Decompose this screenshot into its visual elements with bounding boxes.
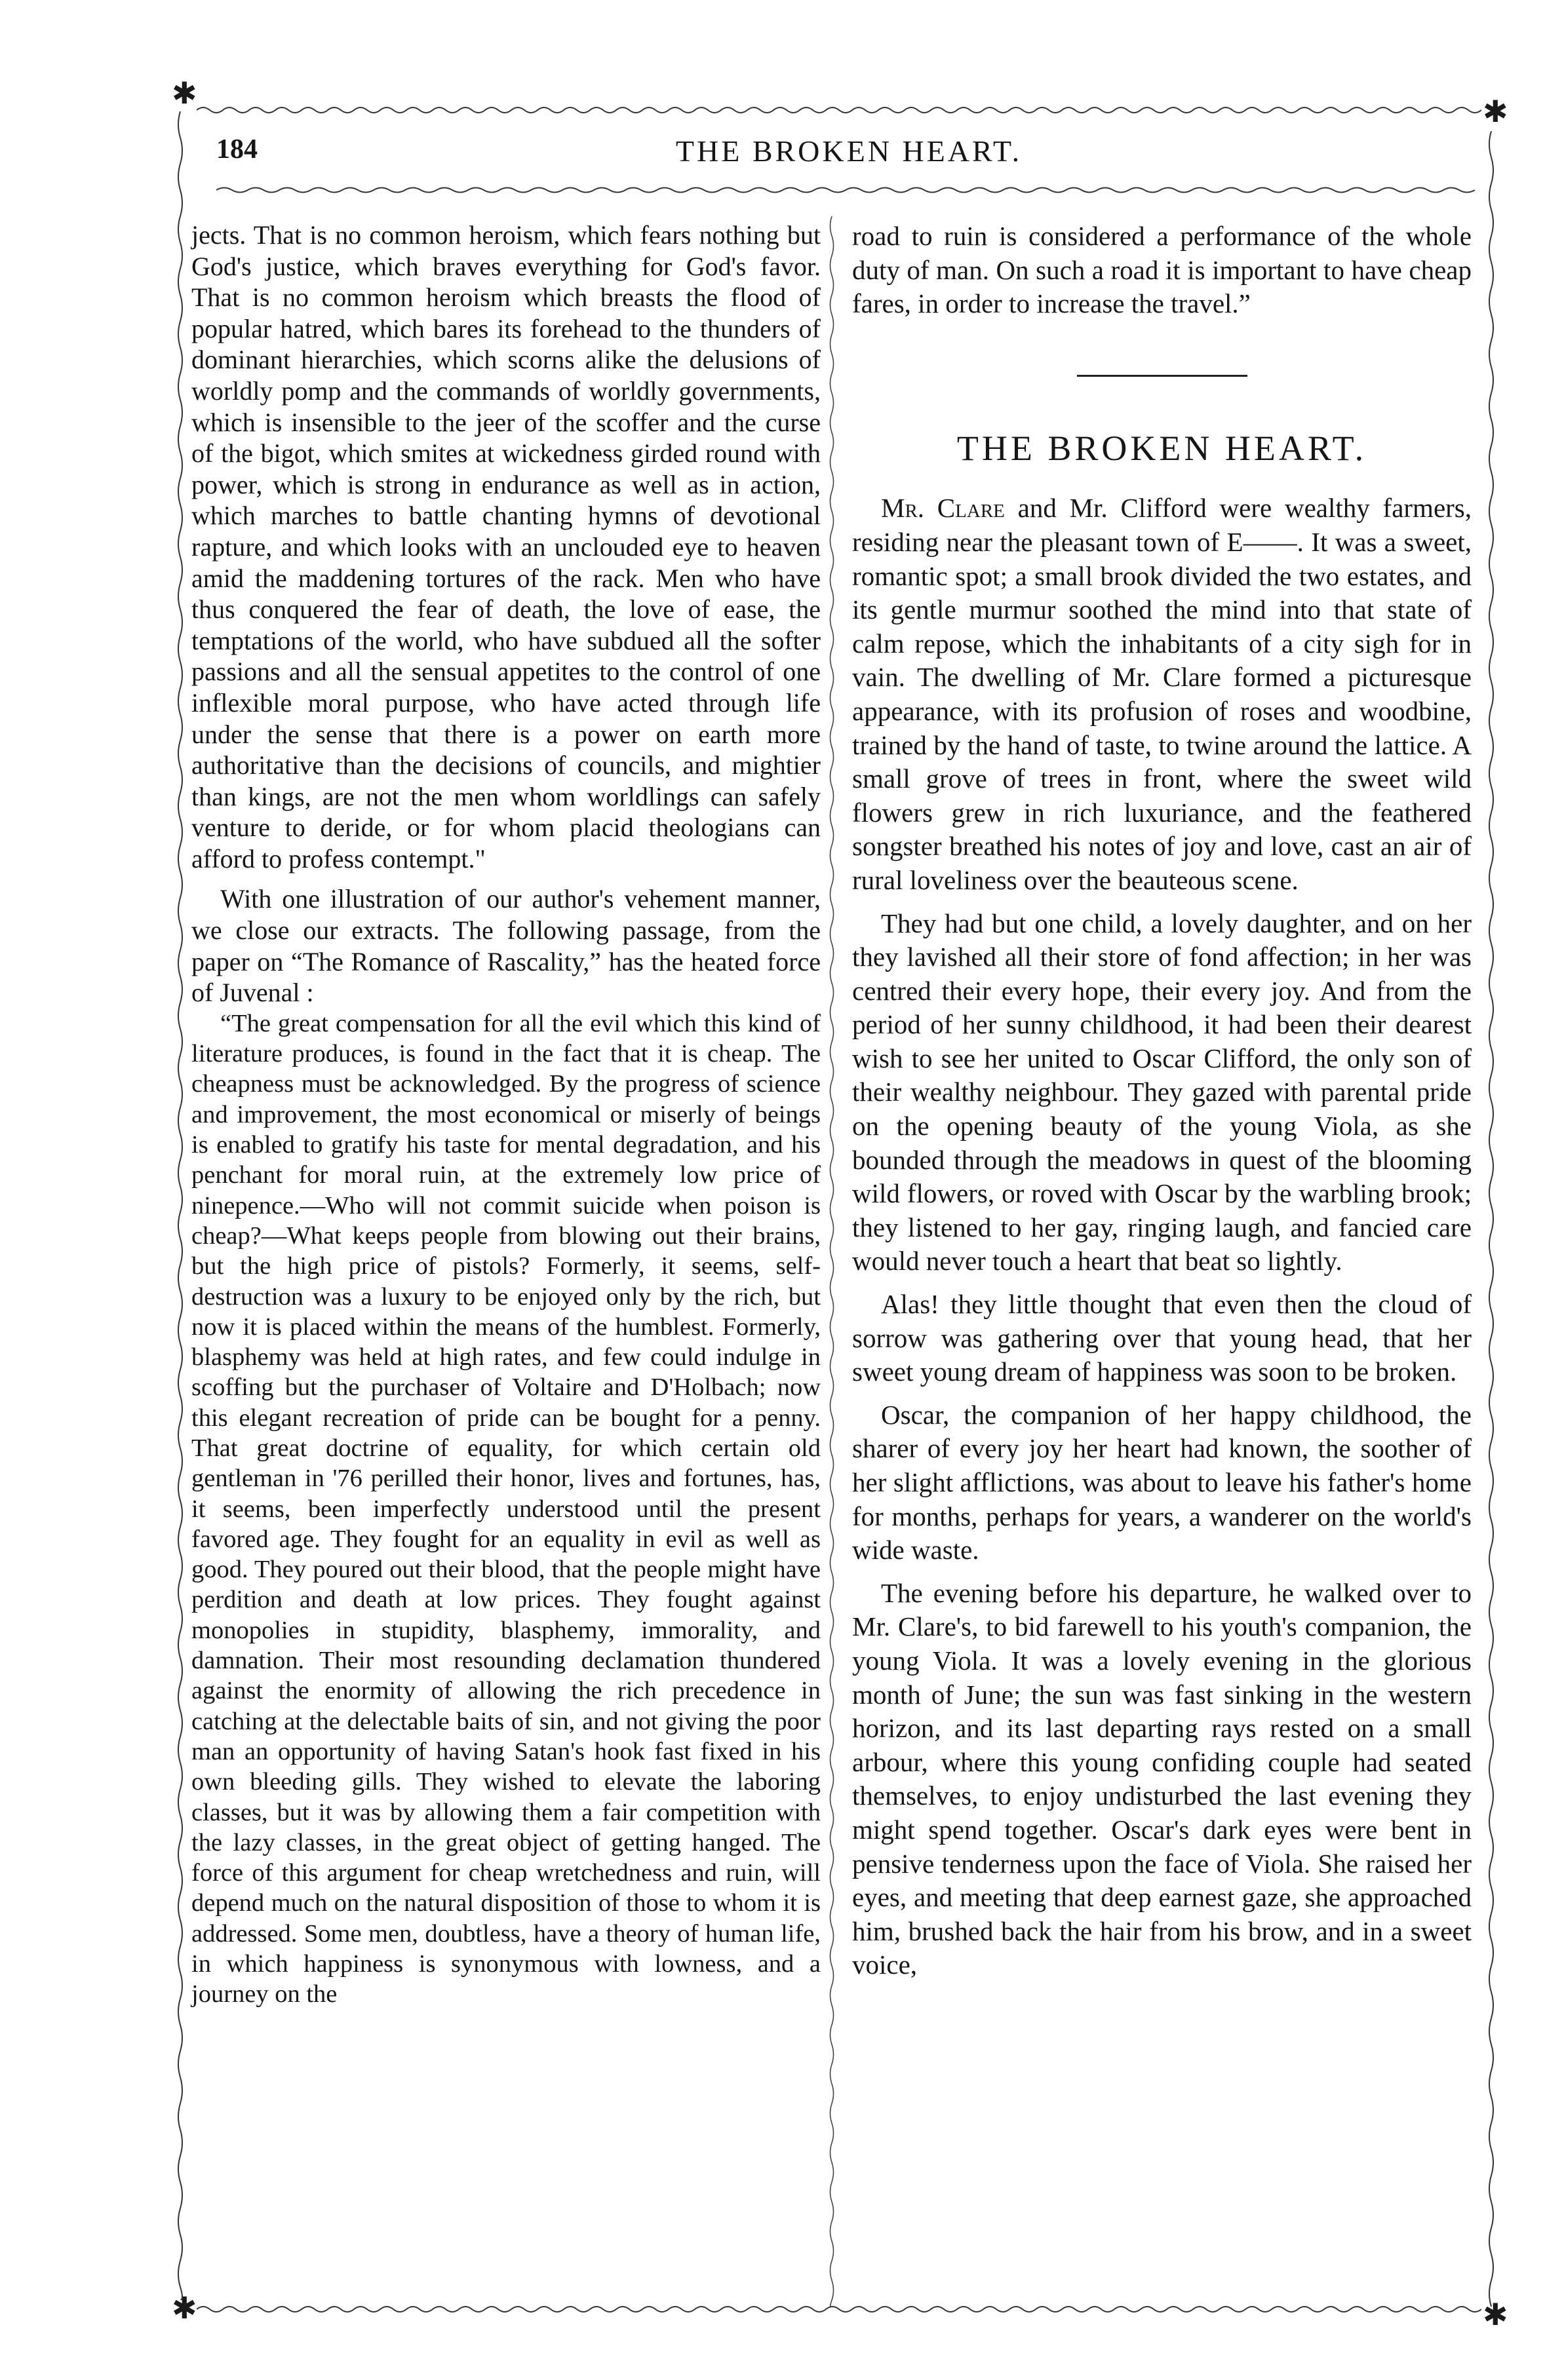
article-paragraph-2: They had but one child, a lovely daughter, and on her they lavished all their store of fond affection; in her was centred their every hope, their every joy. And from the period of her sunny childhood, it had been their dearest wish to see her united to Oscar Clifford, the only son of their wealthy neighbour. They gazed with parental pride on the opening beauty of the young Viola, as she bounded through the meadows in quest of the blooming wild flowers, or roved with Oscar by the warbling brook; they listened to her gay, ringing laugh, and fancied care would never touch a heart that beat so lightly.	[852, 908, 1472, 1276]
author-commentary-paragraph: With one illustration of our author's vehement manner, we close our extracts. The following passage, from the paper on “The Romance of Rascality,” has the heated force of Juvenal :	[191, 884, 821, 1008]
corner-ornament-top-left: ✱	[172, 77, 197, 110]
page-number: 184	[216, 134, 258, 164]
article-paragraph-1	[852, 491, 1472, 897]
article-paragraph-1-text: and Mr. Clifford were wealthy farmers, residing near the pleasant town of E——. It was a sweet, romantic spot; a small brook divided the two estates, and its gentle murmur soothed the mind into that state of calm repose, which the inhabitants of a city sigh for in vain. The dwelling of Mr. Clare formed a picturesque appearance, with its profusion of roses and woodbine, trained by the hand of taste, to twine around the lattice. A small grove of trees in front, where the sweet wild flowers grew in rich luxuriance, and the feathered songster breathed his notes of joy and love, cast an air of rural loveliness over the beauteous scene.	[852, 493, 1472, 895]
right-border-rule	[1487, 131, 1496, 2307]
quotation-ending: road to ruin is considered a performance of the whole duty of man. On such a road it is important to have cheap fares, in order to increase the travel.”	[852, 221, 1472, 319]
article-title: THE BROKEN HEART.	[956, 428, 1367, 468]
corner-ornament-bottom-right: ✱	[1483, 2298, 1508, 2332]
article-paragraph-5: The evening before his departure, he walked over to Mr. Clare's, to bid farewell to his youth's companion, the young Viola. It was a lovely evening in the glorious month of June; the sun was fast sinking in the western horizon, and its last departing rays rested on a small arbour, where this young confiding couple had seated themselves, to enjoy undisturbed the last evening they might spend together. Oscar's dark eyes were bent in pensive tenderness upon the face of Viola. She raised her eyes, and meeting that deep earnest gaze, she approached him, brushed back the hair from his brow, and in a sweet voice,	[852, 1577, 1472, 1980]
quoted-passage-continuation: jects. That is no common heroism, which fears nothing but God's justice, which braves everything for God's favor. That is no common heroism which breasts the flood of popular hatred, which bares its forehead to the thunders of dominant hierarchies, which scorns alike the delusions of worldly pomp and the commands of worldly governments, which is insensible to the jeer of the scoffer and the curse of the bigot, which smites at wickedness girded round with power, which is strong in endurance as well as in action, which marches to battle chanting hymns of devotional rapture, and which looks with an unclouded eye to heaven amid the maddening tortures of the rack. Men who have thus conquered the fear of death, the love of ease, the temptations of the world, who have subdued all the softer passions and all the sensual appetites to the control of one inflexible moral purpose, who have acted through life under the sense that there is a power on earth more authoritative than the decisions of councils, and mightier than kings, are not the men whom worldlings can safely venture to deride, or for whom placid theologians can afford to profess contempt."	[191, 220, 821, 873]
corner-ornament-top-right: ✱	[1483, 95, 1508, 128]
bottom-border-rule	[197, 2304, 1481, 2314]
opening-name: Mr. Clare	[881, 493, 1005, 524]
article-paragraph-4: Oscar, the companion of her happy childhood, the sharer of every joy her heart had known, the soother of her slight afflictions, was about to leave his father's home for months, perhaps for years, a wanderer on the world's wide waste.	[852, 1399, 1472, 1565]
running-title: THE BROKEN HEART.	[675, 134, 1023, 168]
header-rule	[216, 185, 1481, 195]
romance-of-rascality-excerpt: “The great compensation for all the evil which this kind of literature produces, is found in the fact that it is cheap. The cheapness must be acknowledged. By the progress of science and improvement, the most economical or miserly of beings is enabled to gratify his taste for mental degradation, and his penchant for moral ruin, at the extremely low price of ninepence.—Who will not commit suicide when poison is cheap?—What keeps people from blowing out their brains, but the high price of pistols? Formerly, it seems, self-destruction was a luxury to be enjoyed only by the rich, but now it is placed within the means of the humblest. Formerly, blasphemy was held at high rates, and few could indulge in scoffing but the purchaser of Voltaire and D'Holbach; now this elegant recreation of pride can be bought for a penny. That great doctrine of equality, for which certain old gentleman in '76 perilled their honor, lives and fortunes, has, it seems, been imperfectly understood until the present favored age. They fought for an equality in evil as well as good. They poured out their blood, that the people might have perdition and death at low prices. They fought against monopolies in stupidity, blasphemy, immorality, and damnation. Their most resounding declamation thundered against the enormity of allowing the rich precedence in catching at the delectable baits of sin, and not giving the poor man an opportunity of having Satan's hook fast fixed in his own bleeding gills. They wished to elevate the laboring classes, but it was by allowing them a fair competition with the lazy classes, in the great object of getting hanged. The force of this argument for cheap wretchedness and ruin, will depend much on the natural disposition of those to whom it is addressed. Some men, doubtless, have a theory of human life, in which happiness is synonymous with lowness, and a journey on the	[191, 1009, 821, 2008]
left-column	[191, 220, 821, 2010]
juvenal-quotation	[191, 1008, 821, 2010]
column-divider	[827, 216, 836, 2307]
top-border-rule	[197, 105, 1481, 115]
running-header	[197, 131, 1501, 177]
corner-ornament-bottom-left: ✱	[172, 2292, 197, 2325]
left-border-rule	[176, 111, 185, 2300]
article-paragraph-3: Alas! they little thought that even then the cloud of sorrow was gathering over that young head, that her sweet young dream of happiness was soon to be broken.	[852, 1289, 1472, 1387]
section-divider	[1077, 375, 1247, 377]
right-column	[852, 220, 1472, 1982]
